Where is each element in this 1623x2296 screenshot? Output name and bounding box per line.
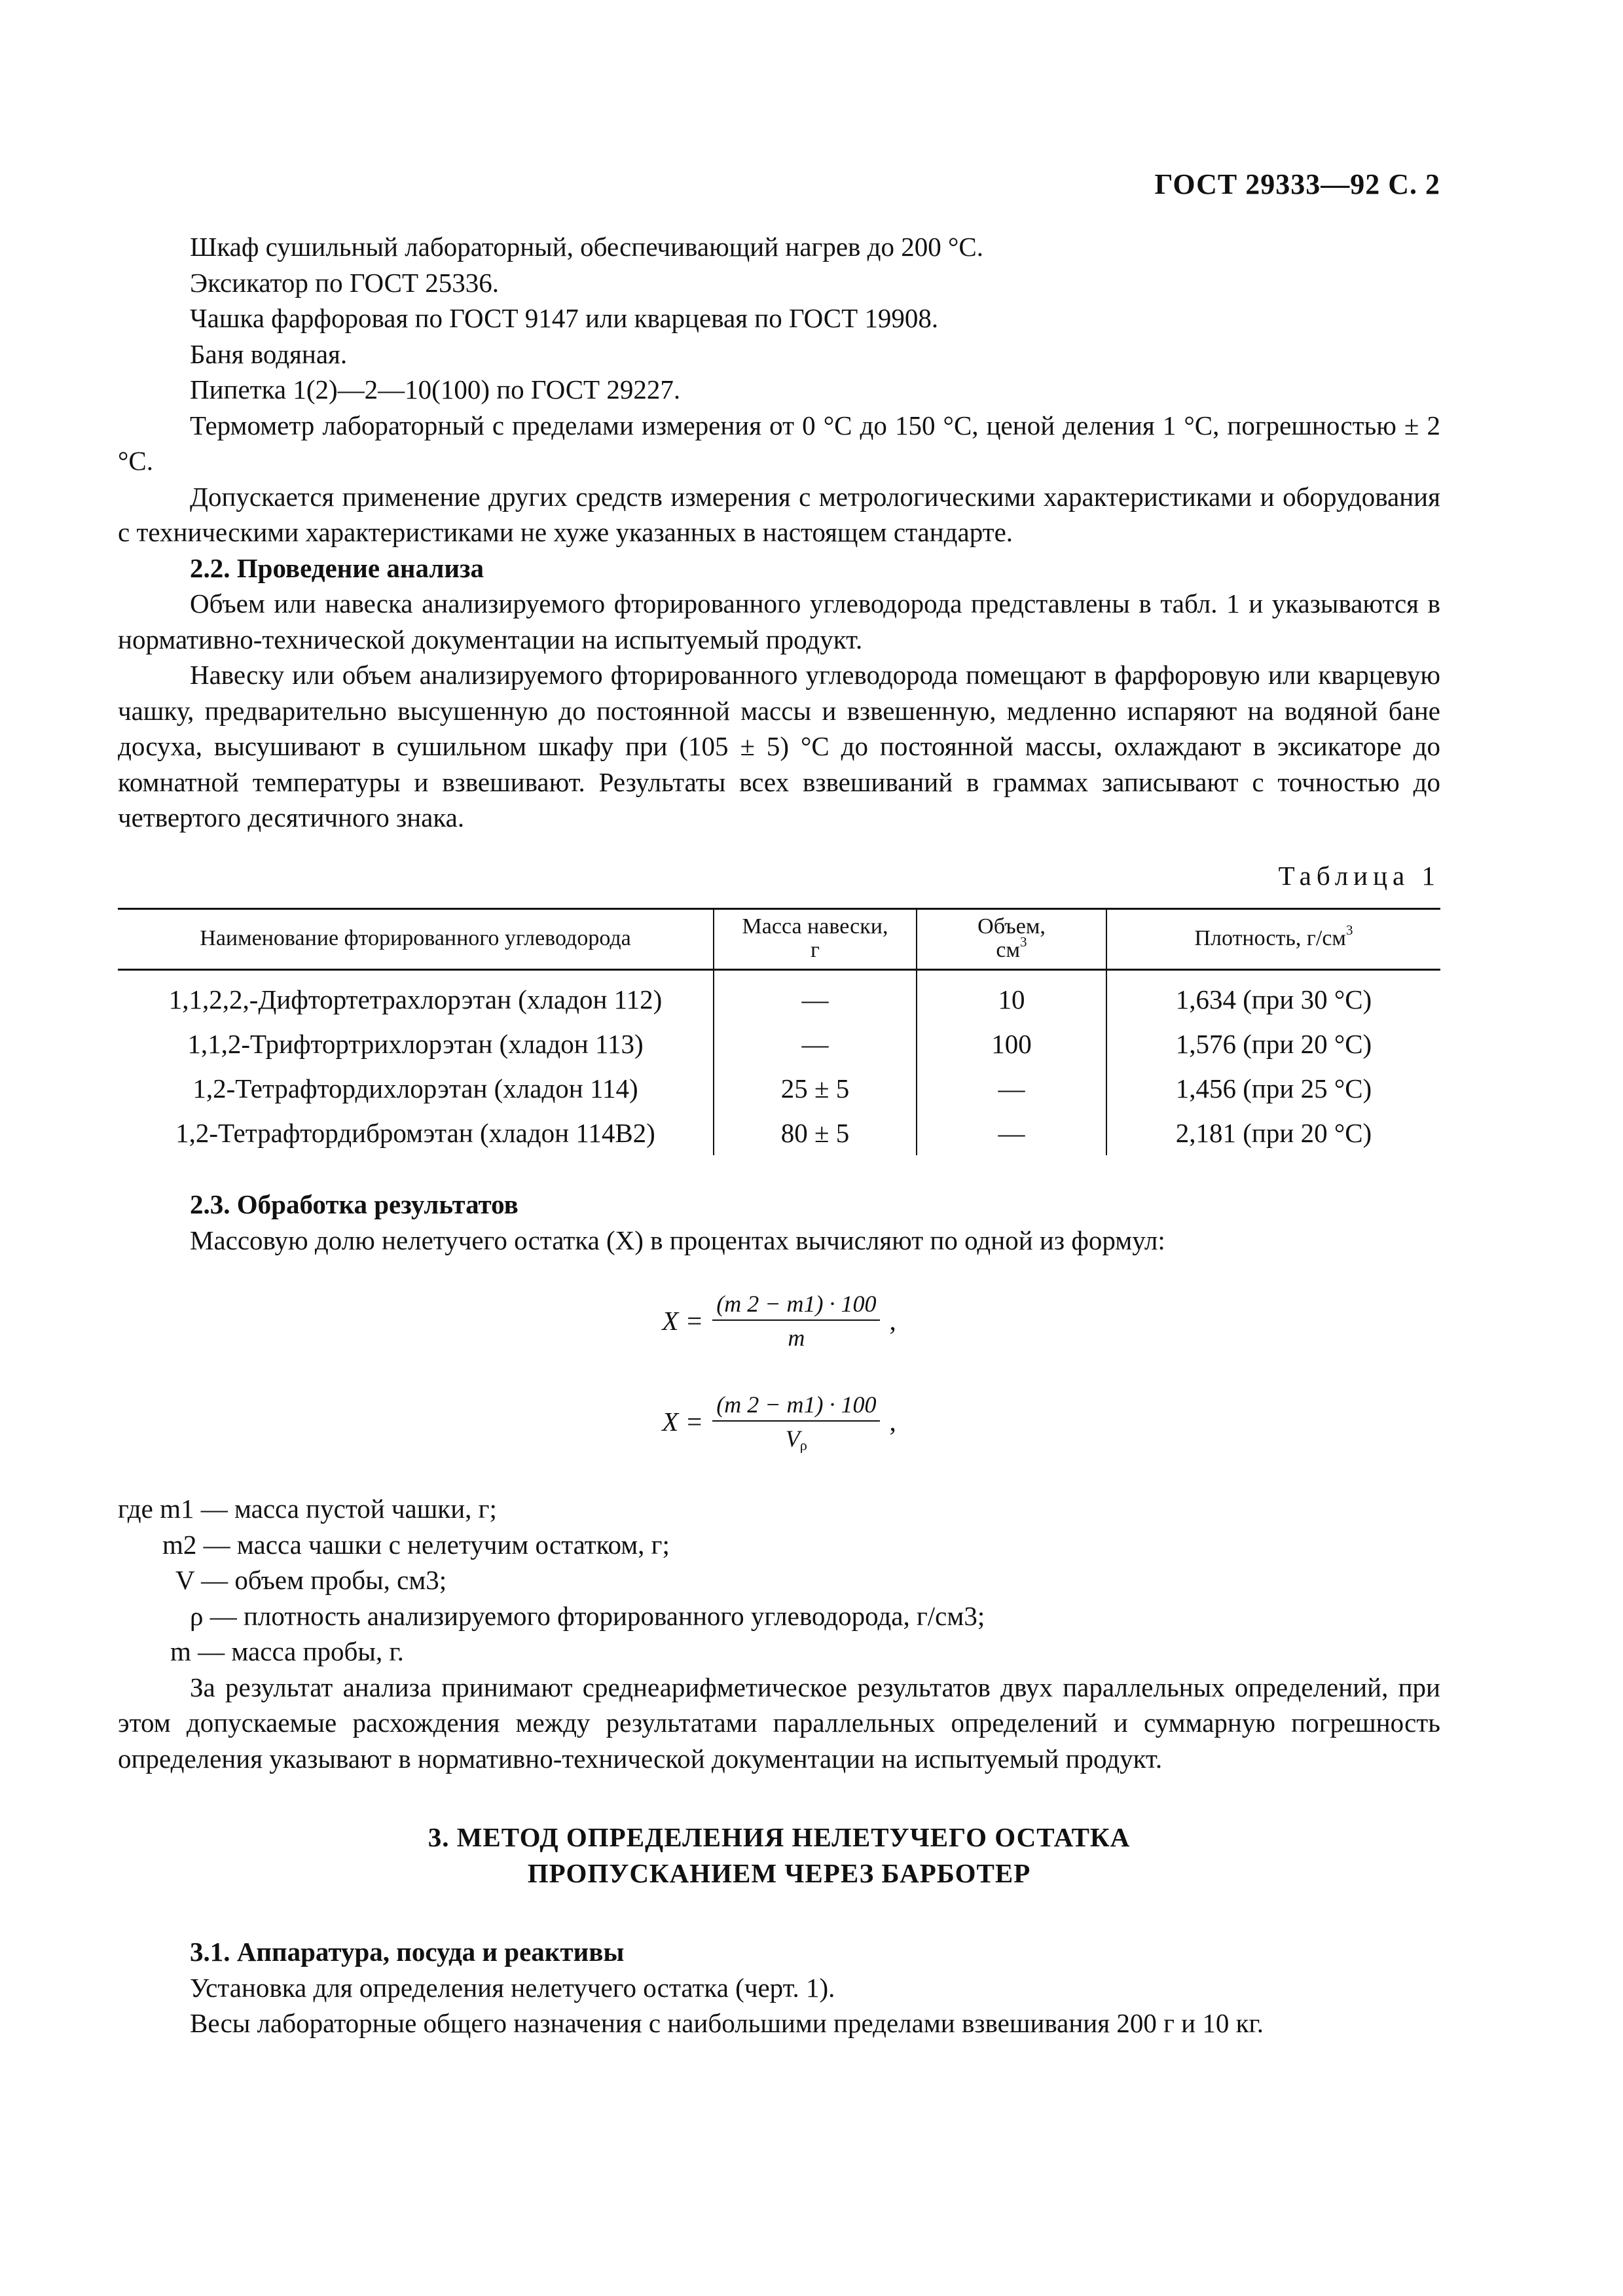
table-row: [118, 1066, 1440, 1111]
cell-mass: 80 ± 5: [714, 1111, 917, 1155]
formula-fraction: [712, 1391, 880, 1452]
section-3-1-title: 3.1. Аппаратура, посуда и реактивы: [190, 1937, 625, 1967]
allowed-paragraph: Допускается применение других средств измерения с метрологическими характеристиками и оборудования с техническими характеристиками не хуже указанных в настоящем стандарте.: [118, 481, 1440, 547]
where-m1: где m1 — масса пустой чашки, г;: [118, 1494, 497, 1524]
intro-item-3: Чашка фарфоровая по ГОСТ 9147 или кварцевая по ГОСТ 19908.: [190, 303, 939, 333]
formula-denominator: m: [788, 1325, 805, 1351]
section-3-title-line-2: ПРОПУСКАНИЕМ ЧЕРЕЗ БАРБОТЕР: [527, 1857, 1031, 1888]
cell-mass: —: [714, 1022, 917, 1066]
header-density: Плотность, $г/см^3$: [1106, 909, 1440, 970]
cell-mass: 25 ± 5: [714, 1066, 917, 1111]
where-rho: ρ — плотность анализируемого фторированного углеводорода, г/см3;: [190, 1600, 985, 1631]
cell-volume: 10: [917, 970, 1106, 1022]
cell-density: 1,634 (при 30 °С): [1106, 970, 1440, 1022]
section-2-2-paragraph-2: Навеску или объем анализируемого фторированного углеводорода помещают в фарфоровую или кварцевую чашку, предварительно высушенную до постоянной массы и взвешенную, медленно испаряют на водяной бане досуха, высушивают в сушильном шкафу при (105 ± 5) °С до постоянной массы, охлаждают в эксикаторе до комнатной температуры и взвешивают. Результаты всех взвешиваний в граммах записывают с точностью до четвертого десятичного знака.: [118, 660, 1440, 833]
section-3-1-line-2: Весы лабораторные общего назначения с наибольшими пределами взвешивания 200 г и 10 кг.: [190, 2008, 1264, 2038]
section-2-2-title: 2.2. Проведение анализа: [190, 552, 484, 583]
cell-density: 1,456 (при 25 °С): [1106, 1066, 1440, 1111]
section-2-3-intro: Массовую долю нелетучего остатка (X) в процентах вычисляют по одной из формул:: [190, 1225, 1165, 1255]
table-row: [118, 1111, 1440, 1155]
cell-name: 1,1,2-Трифтортрихлорэтан (хладон 113): [187, 1029, 644, 1059]
table-header-row: [118, 909, 1440, 970]
table-row: [118, 1022, 1440, 1066]
formula-lhs: X =: [662, 1406, 704, 1437]
cell-volume: 100: [917, 1022, 1106, 1066]
cell-volume: —: [917, 1111, 1106, 1155]
cell-name: 1,2-Тетрафтордибромэтан (хладон 114В2): [175, 1118, 655, 1148]
formula-comma: ,: [889, 1305, 896, 1336]
formula-numerator: (m 2 − m1) · 100: [712, 1391, 880, 1422]
page-header: ГОСТ 29333—92 С. 2: [1154, 168, 1440, 200]
section-3-1-line-1: Установка для определения нелетучего остатка (черт. 1).: [190, 1972, 835, 2003]
cell-density: 2,181 (при 20 °С): [1106, 1111, 1440, 1155]
cell-name: 1,2-Тетрафтордихлорэтан (хладон 114): [192, 1073, 638, 1103]
formula-volume: [118, 1391, 1440, 1452]
formula-lhs: X =: [662, 1305, 704, 1336]
cell-density: 1,576 (при 20 °С): [1106, 1022, 1440, 1066]
table-row: [118, 970, 1440, 1022]
header-name: Наименование фторированного углеводорода: [118, 909, 714, 970]
where-m2: m2 — масса чашки с нелетучим остатком, г;: [162, 1529, 670, 1560]
formula-fraction: [712, 1291, 880, 1351]
where-v: V — объем пробы, см3;: [175, 1565, 447, 1595]
result-paragraph: За результат анализа принимают среднеарифметическое результатов двух параллельных определений, при этом допускаемые расхождения между результатами параллельных определений и суммарную погрешность определения указывают в нормативно-технической документации на испытуемый продукт.: [118, 1672, 1440, 1774]
intro-item-5: Пипетка 1(2)—2—10(100) по ГОСТ 29227.: [190, 374, 681, 404]
intro-item-2: Эксикатор по ГОСТ 25336.: [190, 267, 500, 298]
document-body: [118, 229, 1440, 2041]
formula-denominator: $V_\rho$: [785, 1426, 807, 1454]
section-2-3-title: 2.3. Обработка результатов: [190, 1189, 519, 1219]
formula-comma: ,: [889, 1406, 896, 1437]
hydrocarbon-table: [118, 908, 1440, 1155]
section-3-title-line-1: 3. МЕТОД ОПРЕДЕЛЕНИЯ НЕЛЕТУЧЕГО ОСТАТКА: [428, 1822, 1131, 1852]
formula-mass: [118, 1291, 1440, 1351]
cell-mass: —: [714, 970, 917, 1022]
table-caption: Таблица 1: [1278, 860, 1440, 891]
header-mass: Масса навески, г: [714, 909, 917, 970]
section-2-2-paragraph-1: Объем или навеска анализируемого фторированного углеводорода представлены в табл. 1 и указываются в нормативно-технической документации на испытуемый продукт.: [118, 588, 1440, 655]
intro-item-4: Баня водяная.: [190, 338, 348, 369]
intro-item-1: Шкаф сушильный лабораторный, обеспечивающий нагрев до 200 °С.: [190, 232, 984, 262]
header-volume: Объем, $см^3$: [917, 909, 1106, 970]
thermometer-paragraph: Термометр лабораторный с пределами измерения от 0 °С до 150 °С, ценой деления 1 °С, погрешностью ± 2 °С.: [118, 410, 1440, 476]
cell-name: 1,1,2,2,-Дифтортетрахлорэтан (хладон 112): [168, 984, 663, 1014]
cell-volume: —: [917, 1066, 1106, 1111]
formula-numerator: (m 2 − m1) · 100: [712, 1291, 880, 1321]
where-m: m — масса пробы, г.: [170, 1636, 404, 1666]
